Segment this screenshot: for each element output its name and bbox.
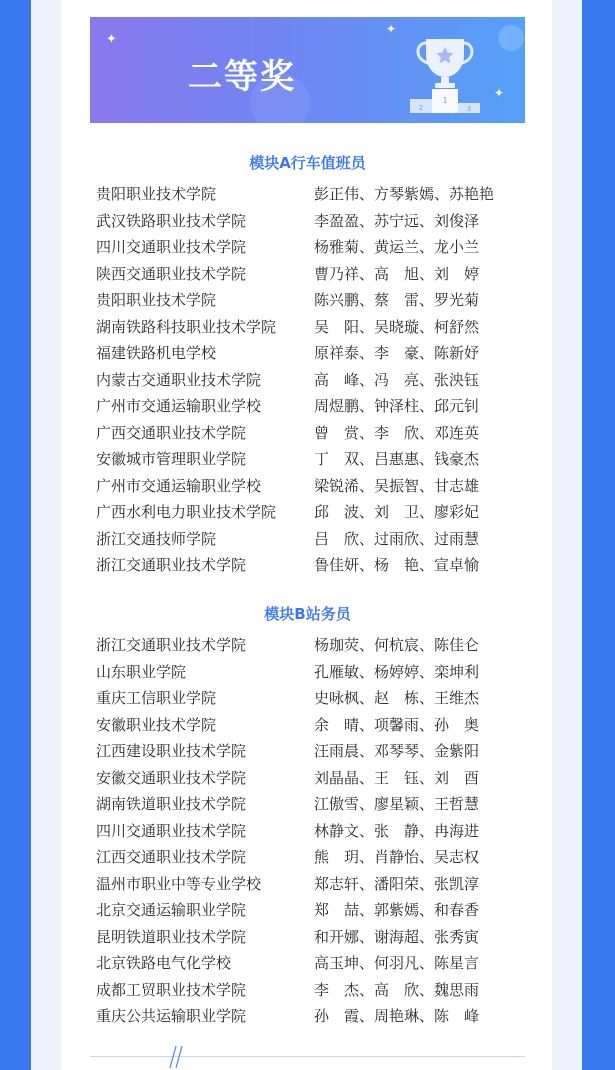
school-name: 四川交通职业技术学院 [96, 238, 247, 256]
list-item [96, 552, 516, 579]
school-name: 湖南铁道职业技术学院 [96, 795, 247, 813]
list-item [96, 871, 516, 898]
list-item [96, 950, 516, 977]
list-item [96, 420, 516, 447]
list-item [96, 738, 516, 765]
team-members: 史咏枫、赵 栋、王维杰 [314, 689, 480, 707]
svg-text:2: 2 [418, 104, 424, 112]
school-name: 广西交通职业技术学院 [96, 423, 247, 442]
list-item [96, 712, 516, 739]
school-name: 成都工贸职业技术学院 [96, 980, 247, 999]
team-members: 原祥泰、李 豪、陈新妤 [314, 344, 480, 362]
list-item [96, 340, 516, 367]
list-item [96, 314, 516, 341]
list-item [96, 1003, 516, 1030]
trophy-icon [396, 31, 496, 121]
list-item [96, 287, 516, 314]
team-members: 郑 喆、郭紫嫣、和春香 [314, 901, 480, 919]
module-b-title: 模块B站务员 [264, 605, 351, 623]
school-name: 浙江交通职业技术学院 [96, 556, 247, 574]
list-item [96, 367, 516, 394]
list-item [96, 765, 516, 792]
team-members: 李 杰、高 欣、魏思雨 [314, 980, 480, 999]
list-item [96, 208, 516, 235]
school-name: 安徽职业技术学院 [96, 715, 217, 734]
school-name: 贵阳职业技术学院 [96, 291, 217, 309]
team-members: 杨珈荧、何杭宸、陈佳仑 [314, 636, 480, 654]
list-item [96, 261, 516, 288]
list-item [96, 818, 516, 845]
school-name: 浙江交通职业技术学院 [96, 636, 247, 654]
team-members: 丁 双、吕惠惠、钱豪杰 [314, 450, 480, 468]
team-members: 邱 波、刘 卫、廖彩妃 [314, 503, 480, 521]
school-name: 重庆工信职业学院 [96, 689, 217, 707]
school-name: 安徽交通职业技术学院 [96, 768, 247, 787]
team-members: 杨雅菊、黄运兰、龙小兰 [314, 238, 480, 256]
school-name: 浙江交通技师学院 [96, 529, 217, 548]
team-members: 熊 玥、肖静怡、吴志权 [314, 848, 480, 866]
school-name: 北京交通运输职业学院 [96, 901, 247, 919]
school-name: 重庆公共运输职业学院 [96, 1007, 247, 1025]
list-item [96, 181, 516, 208]
star-icon: ✦ [106, 32, 117, 47]
list-item [96, 473, 516, 500]
star-icon: ✦ [386, 22, 397, 36]
school-name: 安徽城市管理职业学院 [96, 450, 247, 468]
school-name: 广西水利电力职业技术学院 [96, 503, 277, 521]
team-members: 林静文、张 静、冉海进 [314, 821, 480, 840]
team-members: 和开娜、谢海超、张秀寅 [314, 927, 480, 946]
school-name: 福建铁路机电学校 [96, 344, 217, 362]
team-members: 鲁佳妍、杨 艳、宣卓愉 [314, 556, 480, 574]
team-members: 梁锐浠、吴振智、甘志雄 [314, 476, 480, 495]
school-name: 山东职业学院 [96, 662, 187, 681]
footer-divider [90, 1056, 525, 1057]
banner-title: 二等奖 [188, 57, 296, 97]
school-name: 湖南铁路科技职业技术学院 [96, 317, 277, 336]
right-border [582, 0, 615, 1070]
team-members: 郑志轩、潘阳荣、张凯淳 [314, 874, 480, 893]
list-item [96, 499, 516, 526]
module-a-list [96, 181, 516, 579]
school-name: 贵阳职业技术学院 [96, 185, 217, 203]
school-name: 四川交通职业技术学院 [96, 821, 247, 840]
left-border [0, 0, 31, 1070]
team-members: 江傲雪、廖星颖、王哲慧 [314, 795, 480, 813]
list-item [96, 446, 516, 473]
team-members: 李盈盈、苏宁远、刘俊泽 [314, 211, 480, 230]
school-name: 广州市交通运输职业学校 [96, 397, 262, 415]
school-name: 江西交通职业技术学院 [96, 848, 247, 866]
svg-text:1: 1 [442, 96, 448, 105]
school-name: 温州市职业中等专业学校 [96, 874, 262, 893]
team-members: 吴 阳、吴晓璇、柯舒然 [314, 317, 480, 336]
team-members: 陈兴鹏、蔡 雷、罗光菊 [314, 291, 480, 309]
award-banner [90, 17, 525, 123]
list-item [96, 844, 516, 871]
team-members: 高玉坤、何羽凡、陈星言 [314, 954, 480, 972]
list-item [96, 659, 516, 686]
module-a-title: 模块A行车值班员 [249, 154, 366, 172]
team-members: 刘晶晶、王 钰、刘 酉 [314, 768, 480, 787]
list-item [96, 526, 516, 553]
team-members: 孔雁敏、杨婷婷、栾坤利 [314, 662, 480, 681]
team-members: 汪雨晨、邓琴琴、金紫阳 [314, 742, 480, 760]
list-item [96, 791, 516, 818]
school-name: 陕西交通职业技术学院 [96, 264, 247, 283]
module-b-list [96, 632, 516, 1030]
school-name: 昆明铁道职业技术学院 [96, 927, 247, 946]
star-icon: ✦ [494, 86, 505, 100]
list-item [96, 977, 516, 1004]
list-item [96, 393, 516, 420]
list-item [96, 897, 516, 924]
slash-decoration [168, 1044, 192, 1070]
team-members: 曹乃祥、高 旭、刘 婷 [314, 264, 480, 283]
school-name: 江西建设职业技术学院 [96, 742, 247, 760]
list-item [96, 632, 516, 659]
team-members: 孙 霞、周艳琳、陈 峰 [314, 1007, 480, 1025]
school-name: 武汉铁路职业技术学院 [96, 211, 247, 230]
decor-bubble [498, 25, 524, 51]
team-members: 周煜鹏、钟泽柱、邱元钊 [314, 397, 480, 415]
school-name: 内蒙古交通职业技术学院 [96, 370, 262, 389]
school-name: 广州市交通运输职业学校 [96, 476, 262, 495]
team-members: 彭正伟、方琴紫嫣、苏艳艳 [314, 185, 495, 203]
list-item [96, 924, 516, 951]
school-name: 北京铁路电气化学校 [96, 954, 232, 972]
team-members: 余 晴、项馨雨、孙 奥 [314, 715, 480, 734]
team-members: 吕 欣、过雨欣、过雨慧 [314, 529, 480, 548]
svg-text:3: 3 [466, 105, 472, 113]
team-members: 高 峰、冯 亮、张泱钰 [314, 370, 480, 389]
list-item [96, 234, 516, 261]
team-members: 曾 赏、李 欣、邓连英 [314, 423, 480, 442]
list-item [96, 685, 516, 712]
